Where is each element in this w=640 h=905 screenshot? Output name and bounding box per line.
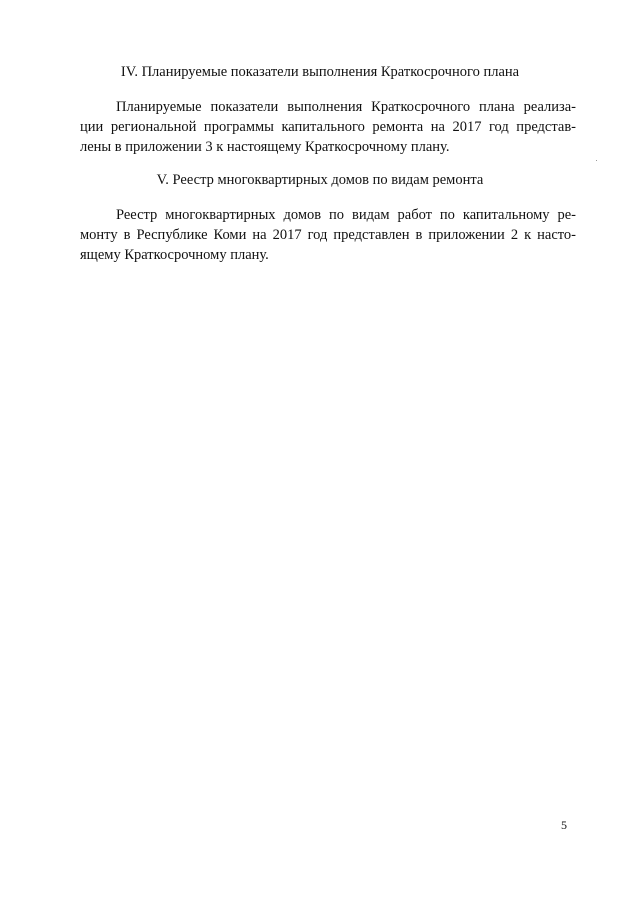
paragraph-line: ящему Краткосрочному плану.	[80, 247, 269, 263]
paragraph-line: лены в приложении 3 к настоящему Краткосрочному плану.	[80, 139, 450, 155]
section-heading-v: V. Реестр многоквартирных домов по видам ремонта	[156, 172, 484, 188]
paragraph-line: Реестр многоквартирных домов по видам работ по капитальному ре-	[116, 207, 576, 223]
section-heading-iv: IV. Планируемые показатели выполнения Краткосрочного плана	[120, 64, 520, 80]
scan-speck	[596, 160, 597, 161]
section-paragraph-v	[80, 205, 576, 265]
page-number: 5	[561, 818, 567, 832]
section-paragraph-iv	[80, 97, 576, 157]
paragraph-line: монту в Республике Коми на 2017 год представлен в приложении 2 к насто-	[80, 227, 576, 243]
paragraph-line: ции региональной программы капитального ремонта на 2017 год представ-	[80, 119, 576, 135]
paragraph-line: Планируемые показатели выполнения Краткосрочного плана реализа-	[116, 99, 576, 115]
